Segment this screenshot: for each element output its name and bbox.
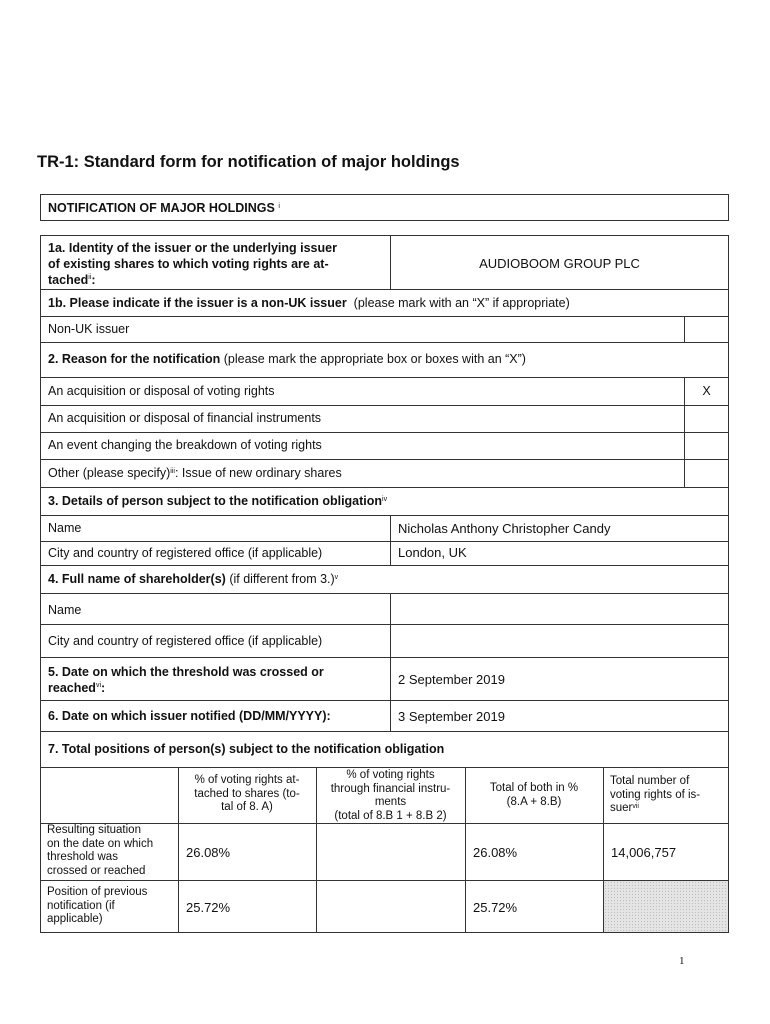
rule	[390, 515, 391, 565]
rule	[40, 624, 729, 625]
row-label-previous-notification: Position of previous notification (if applicable)	[47, 886, 148, 925]
notification-header-label: NOTIFICATION OF MAJOR HOLDINGS	[48, 201, 275, 215]
shareholder-heading: 4. Full name of shareholder(s) (if different from 3.)$^v$	[48, 572, 339, 586]
rule	[40, 316, 729, 317]
rule	[40, 289, 729, 290]
rule	[40, 541, 729, 542]
rule	[40, 405, 729, 406]
issuer-notified-date-label: 6. Date on which issuer notified (DD/MM/YYYY):	[48, 709, 331, 723]
rule	[40, 593, 729, 594]
threshold-date-value: 2 September 2019	[398, 672, 505, 687]
reason-breakdown-label: An event changing the breakdown of voting rights	[48, 438, 322, 452]
issuer-name-value: AUDIOBOOM GROUP PLC	[479, 256, 640, 271]
reason-other-label: Other (please specify)$^{iii}$: Issue of new ordinary shares	[48, 466, 342, 480]
issuer-notified-date-value: 3 September 2019	[398, 709, 505, 724]
shareholder-city-label: City and country of registered office (if applicable)	[48, 634, 323, 648]
issuer-identity-label: 1a. Identity of the issuer or the underlying issuer of existing shares to which voting rights are at- tached$^{ii}$:	[48, 241, 337, 287]
person-name-value: Nicholas Anthony Christopher Candy	[398, 521, 611, 536]
rule	[40, 565, 729, 566]
rule	[684, 316, 685, 342]
total-positions-heading: 7. Total positions of person(s) subject to the notification obligation	[48, 742, 445, 756]
non-uk-issuer-label: Non-UK issuer	[48, 322, 130, 336]
person-city-label: City and country of registered office (if applicable)	[48, 546, 323, 560]
col-header-financial-instruments: % of voting rights through financial instru- ments (total of 8.B 1 + 8.B 2)	[330, 769, 451, 822]
reason-financial-instruments-label: An acquisition or disposal of financial instruments	[48, 411, 322, 425]
page-number: 1	[679, 955, 685, 967]
person-city-value: London, UK	[398, 545, 467, 560]
reason-voting-rights-label: An acquisition or disposal of voting rights	[48, 384, 275, 398]
resulting-both-value: 26.08%	[473, 845, 518, 860]
resulting-total-value: 14,006,757	[611, 845, 677, 860]
resulting-shares-value: 26.08%	[186, 845, 231, 860]
document-title: TR-1: Standard form for notification of major holdings	[37, 153, 460, 171]
col-header-total-both: Total of both in % (8.A + 8.B)	[489, 782, 579, 808]
rule	[40, 432, 729, 433]
rule	[40, 377, 729, 378]
rule	[40, 657, 729, 658]
col-header-shares: % of voting rights at- tached to shares (to- tal of 8. A)	[194, 774, 300, 813]
previous-shares-value: 25.72%	[186, 900, 231, 915]
rule	[390, 593, 391, 732]
rule	[40, 515, 729, 516]
person-details-heading: 3. Details of person subject to the notification obligation$^{iv}$	[48, 494, 388, 508]
previous-both-value: 25.72%	[473, 900, 518, 915]
person-name-label: Name	[48, 521, 82, 535]
reason-heading: 2. Reason for the notification (please mark the appropriate box or boxes with an “X”)	[48, 352, 526, 366]
reason-voting-rights-checkbox[interactable]: X	[702, 384, 711, 398]
rule	[40, 342, 729, 343]
rule	[40, 700, 729, 701]
threshold-date-label: 5. Date on which the threshold was crossed or reached$^{vi}$:	[48, 665, 324, 695]
shareholder-name-label: Name	[48, 603, 82, 617]
row-label-resulting-situation: Resulting situation on the date on which threshold was crossed or reached	[47, 824, 154, 877]
shaded-not-applicable-cell	[604, 881, 728, 932]
endnote-ref-i: i	[278, 203, 280, 210]
col-header-total-voting-rights: Total number of voting rights of is- suer$^{vii}$	[610, 775, 701, 814]
rule	[40, 487, 729, 488]
notification-header	[48, 201, 280, 216]
rule	[40, 459, 729, 460]
non-uk-issuer-heading: 1b. Please indicate if the issuer is a non-UK issuer (please mark with an “X” if appropriate)	[48, 296, 570, 310]
